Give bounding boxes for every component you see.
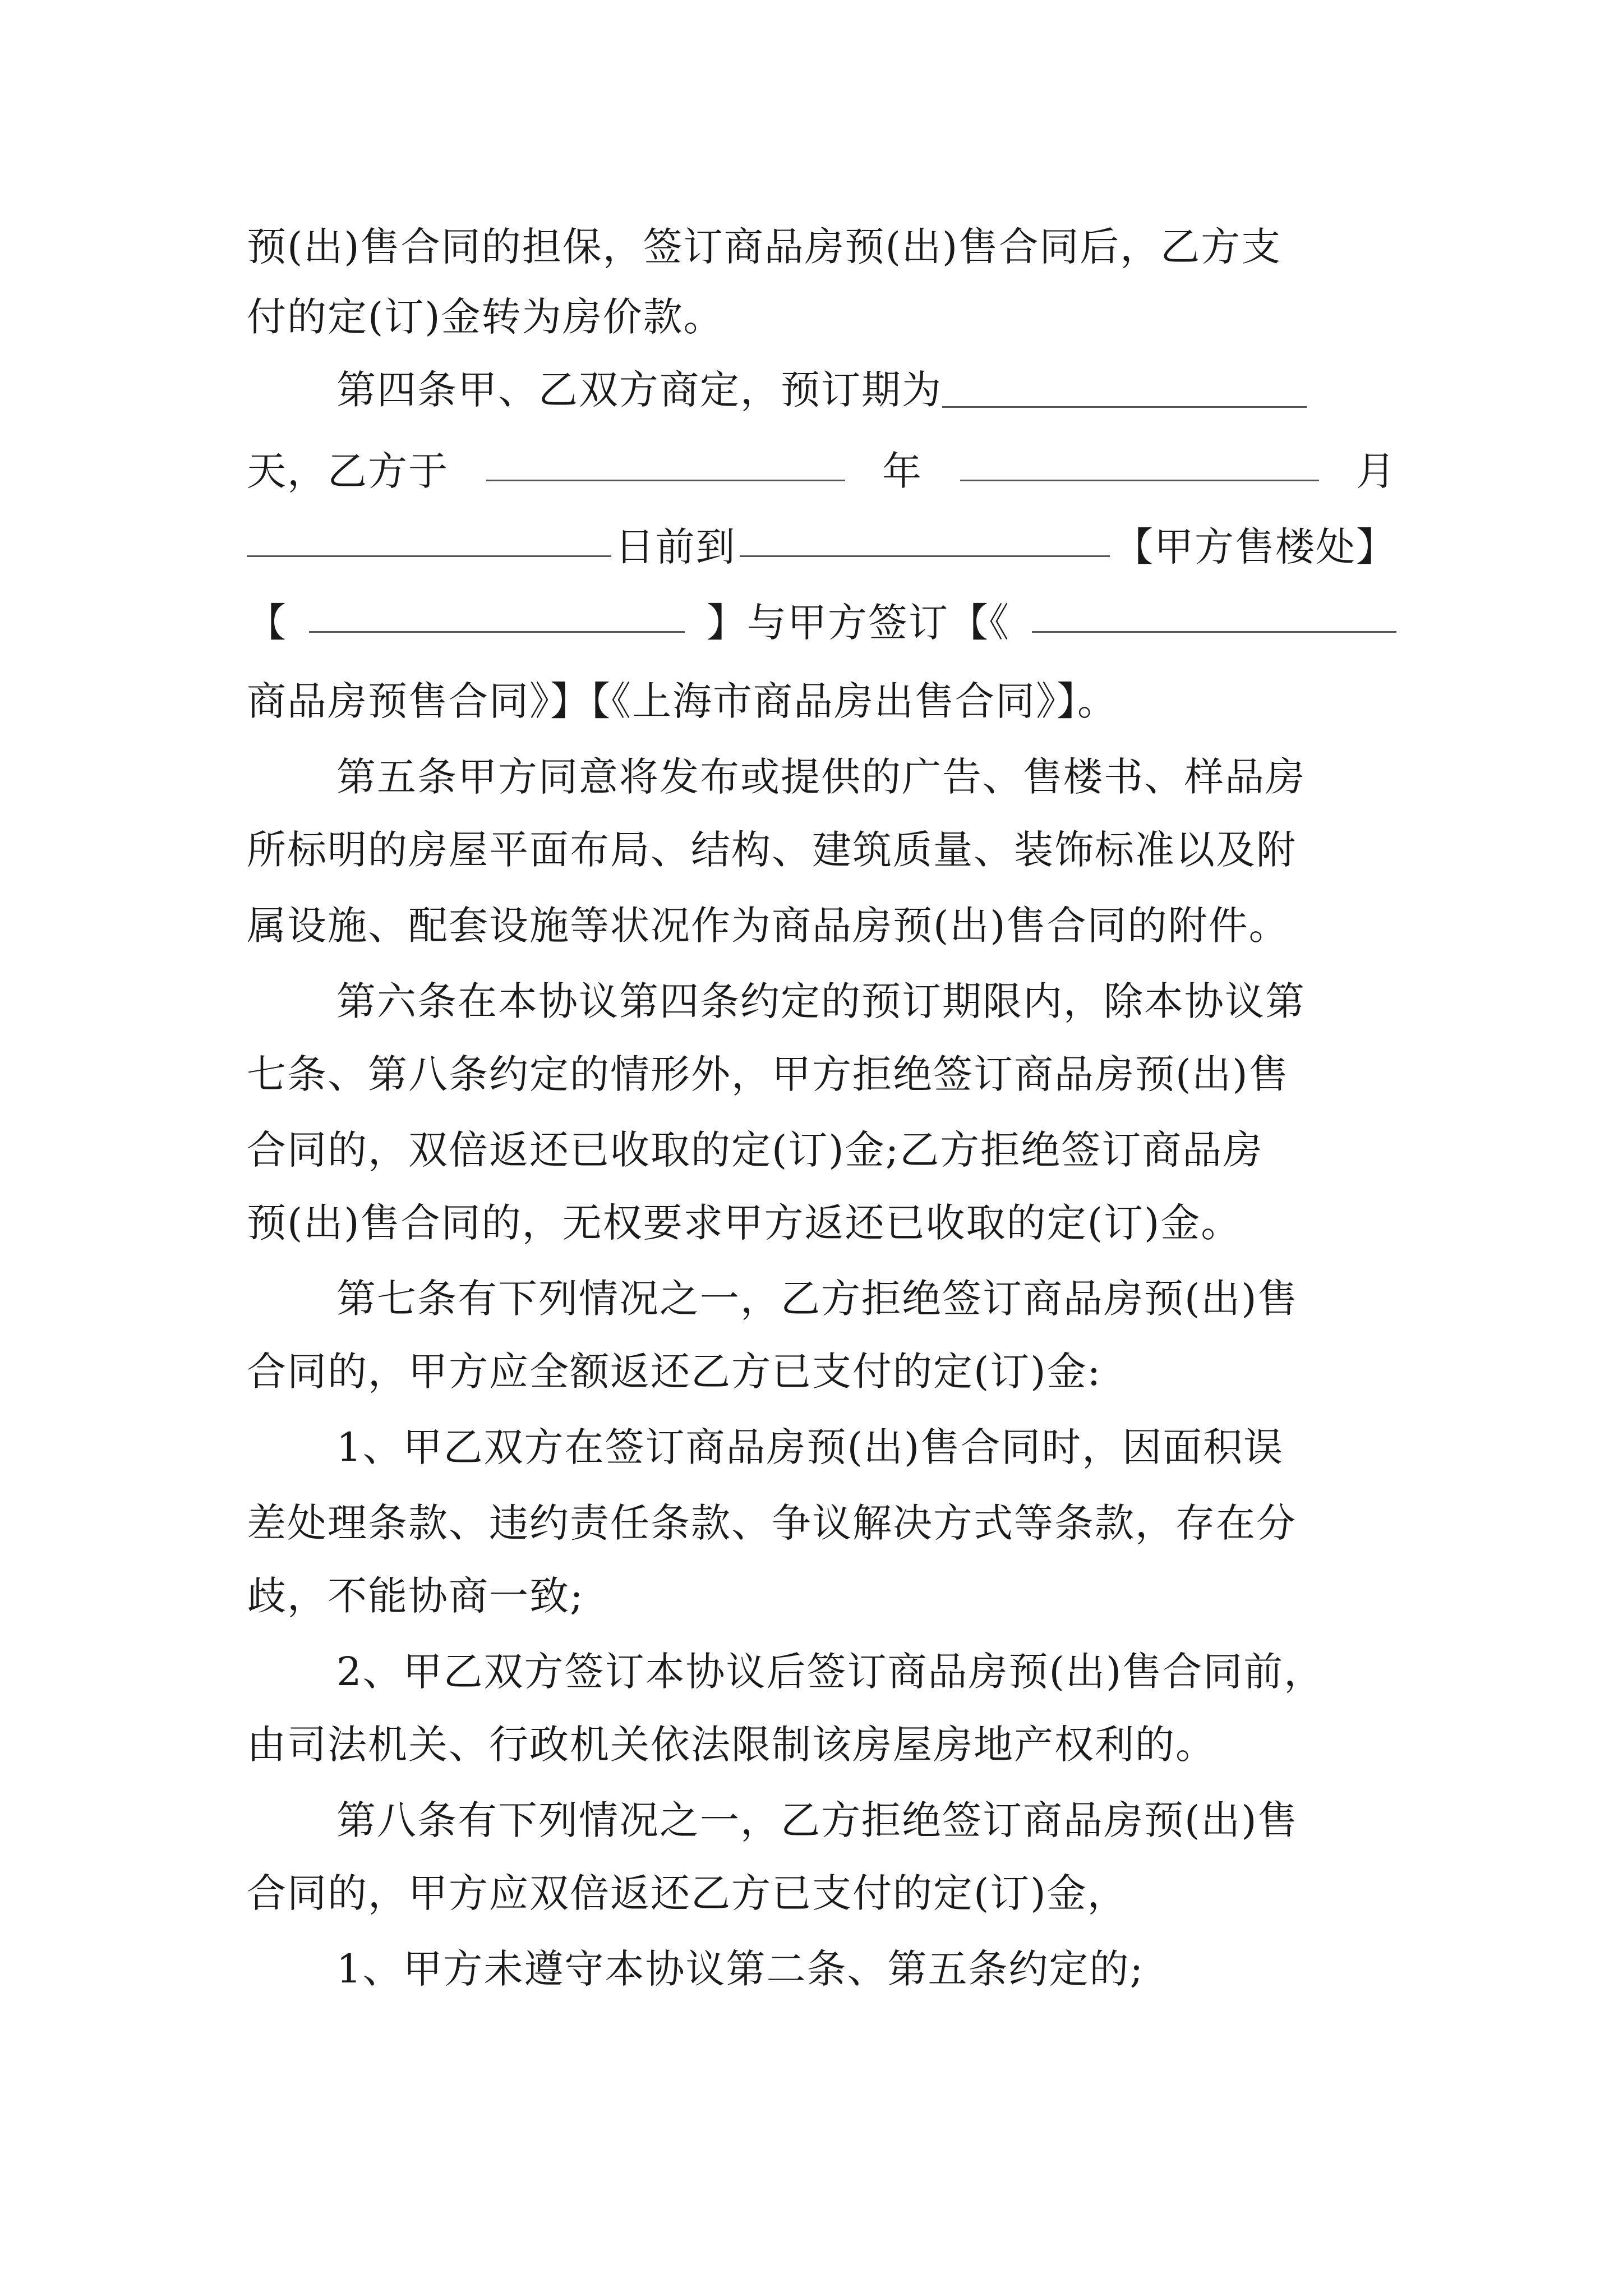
text-line: 由司法机关、行政机关依法限制该房屋房地产权利的。 [247, 1722, 1216, 1768]
text-line: 预(出)售合同的，无权要求甲方返还已收取的定(订)金。 [247, 1200, 1242, 1246]
text-line: 预(出)售合同的担保，签订商品房预(出)售合同后，乙方支 [247, 224, 1282, 270]
text-segment: 天，乙方于 [247, 448, 449, 494]
text-line [247, 592, 1396, 654]
fill-in-blank[interactable] [247, 516, 611, 557]
fill-in-blank[interactable] [486, 440, 845, 481]
text-line: 第七条有下列情况之一，乙方拒绝签订商品房预(出)售 [336, 1276, 1298, 1322]
text-line: 属设施、配套设施等状况作为商品房预(出)售合同的附件。 [247, 903, 1289, 949]
text-line: 1、甲乙双方在签订商品房预(出)售合同时，因面积误 [336, 1424, 1284, 1470]
text-line: 1、甲方未遵守本协议第二条、第五条约定的; [336, 1946, 1145, 1992]
text-line [247, 440, 1396, 502]
text-line: 商品房预售合同》】【《上海市商品房出售合同》】。 [247, 678, 1118, 724]
fill-in-blank[interactable] [309, 592, 685, 633]
text-line: 第六条在本协议第四条约定的预订期限内，除本协议第 [336, 978, 1306, 1024]
text-segment: 【 [247, 600, 287, 646]
text-line: 七条、第八条约定的情形外，甲方拒绝签订商品房预(出)售 [247, 1051, 1289, 1097]
fill-in-blank[interactable] [942, 367, 1307, 408]
text-line [247, 359, 1396, 421]
text-line: 歧，不能协商一致; [247, 1573, 584, 1619]
text-segment: 月 [1356, 448, 1396, 494]
text-segment: 年 [882, 448, 923, 494]
text-line: 差处理条款、违约责任条款、争议解决方式等条款，存在分 [247, 1500, 1297, 1546]
text-segment: 【甲方售楼处】 [1113, 524, 1396, 570]
text-line: 合同的，甲方应双倍返还乙方已支付的定(订)金， [247, 1870, 1128, 1916]
fill-in-blank[interactable] [740, 516, 1110, 557]
text-line: 第五条甲方同意将发布或提供的广告、售楼书、样品房 [336, 754, 1306, 800]
text-segment: 第四条甲、乙双方商定，预订期为 [336, 367, 942, 413]
text-line: 第八条有下列情况之一，乙方拒绝签订商品房预(出)售 [336, 1797, 1298, 1843]
text-line: 合同的，双倍返还已收取的定(订)金;乙方拒绝签订商品房 [247, 1127, 1264, 1173]
text-segment: 】与甲方签订【《 [707, 600, 1010, 646]
fill-in-blank[interactable] [960, 440, 1319, 481]
text-segment: 日前到 [615, 524, 736, 570]
text-line [247, 516, 1396, 578]
text-line: 付的定(订)金转为房价款。 [247, 294, 724, 340]
text-line: 所标明的房屋平面布局、结构、建筑质量、装饰标准以及附 [247, 827, 1297, 873]
text-line: 合同的，甲方应全额返还乙方已支付的定(订)金: [247, 1349, 1102, 1395]
text-line: 2、甲乙双方签订本协议后签订商品房预(出)售合同前， [336, 1649, 1325, 1695]
fill-in-blank[interactable] [1032, 592, 1396, 633]
